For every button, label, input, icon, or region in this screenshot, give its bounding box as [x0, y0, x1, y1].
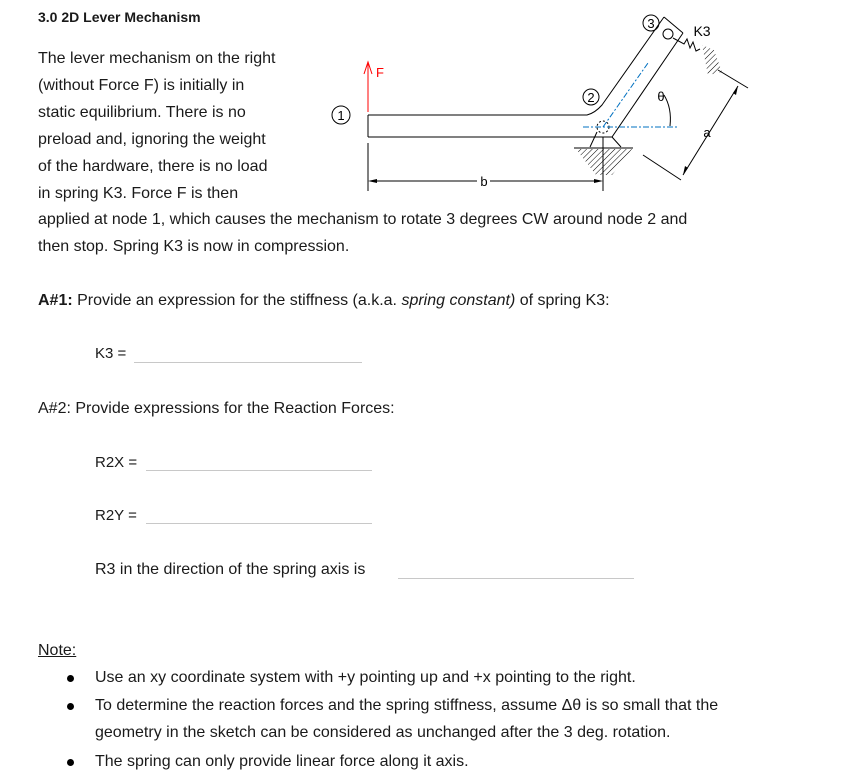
- note-item: Use an xy coordinate system with +y pointing up and +x pointing to the right.: [95, 669, 636, 686]
- spring-label: K3: [693, 23, 711, 39]
- k3-label: K3 =: [95, 345, 127, 362]
- r3-label: R3 in the direction of the spring axis is: [95, 561, 366, 578]
- ground-hatch: [576, 149, 632, 175]
- note-item: To determine the reaction forces and the spring stiffness, assume Δθ is so small that the: [95, 697, 719, 714]
- intro-line: preload and, ignoring the weight: [38, 131, 266, 148]
- note-heading: Note:: [38, 642, 77, 659]
- r2x-label: R2X =: [95, 454, 138, 471]
- dim-a-label: a: [703, 125, 711, 140]
- r2x-answer-line[interactable]: [146, 470, 372, 471]
- r2y-answer-line[interactable]: [146, 523, 372, 524]
- intro-line: in spring K3. Force F is then: [38, 185, 239, 202]
- force-arrow: [364, 62, 372, 112]
- r3-answer-line[interactable]: [398, 578, 634, 579]
- spring: [673, 38, 700, 51]
- node-2-label: 2: [587, 90, 595, 105]
- node-3-label: 3: [647, 16, 655, 31]
- intro-line: applied at node 1, which causes the mechanism to rotate 3 degrees CW around node 2 and: [38, 211, 688, 228]
- q1-text: Provide an expression for the stiffness (a.k.a.: [72, 292, 402, 309]
- intro-line: static equilibrium. There is no: [38, 104, 246, 121]
- bullet-icon: [67, 703, 74, 710]
- q1-prefix: A#1:: [38, 292, 73, 309]
- intro-line: The lever mechanism on the right: [38, 50, 276, 67]
- lever-bar: [368, 17, 683, 137]
- r2y-label: R2Y =: [95, 507, 137, 524]
- node-3-pin: [663, 29, 673, 39]
- force-label: F: [376, 65, 384, 80]
- q1-suffix: of spring K3:: [515, 292, 610, 309]
- theta-arc: [664, 95, 670, 126]
- k3-answer-line[interactable]: [134, 362, 362, 363]
- question-1: [38, 292, 610, 310]
- q1-italic: spring constant): [401, 292, 516, 309]
- dim-b-label: b: [480, 174, 488, 189]
- note-item-continued: geometry in the sketch can be considered as unchanged after the 3 deg. rotation.: [95, 724, 671, 741]
- intro-line: (without Force F) is initially in: [38, 77, 245, 94]
- intro-line: of the hardware, there is no load: [38, 158, 268, 175]
- theta-label: θ: [657, 89, 665, 104]
- intro-line: then stop. Spring K3 is now in compression.: [38, 238, 350, 255]
- note-item: The spring can only provide linear force along it axis.: [95, 753, 469, 770]
- section-title: 3.0 2D Lever Mechanism: [38, 9, 201, 25]
- node-1-label: 1: [337, 108, 345, 123]
- bullet-icon: [67, 759, 74, 766]
- bullet-icon: [67, 675, 74, 682]
- lever-diagram: [0, 0, 857, 200]
- question-2: A#2: Provide expressions for the Reaction Forces:: [38, 400, 395, 417]
